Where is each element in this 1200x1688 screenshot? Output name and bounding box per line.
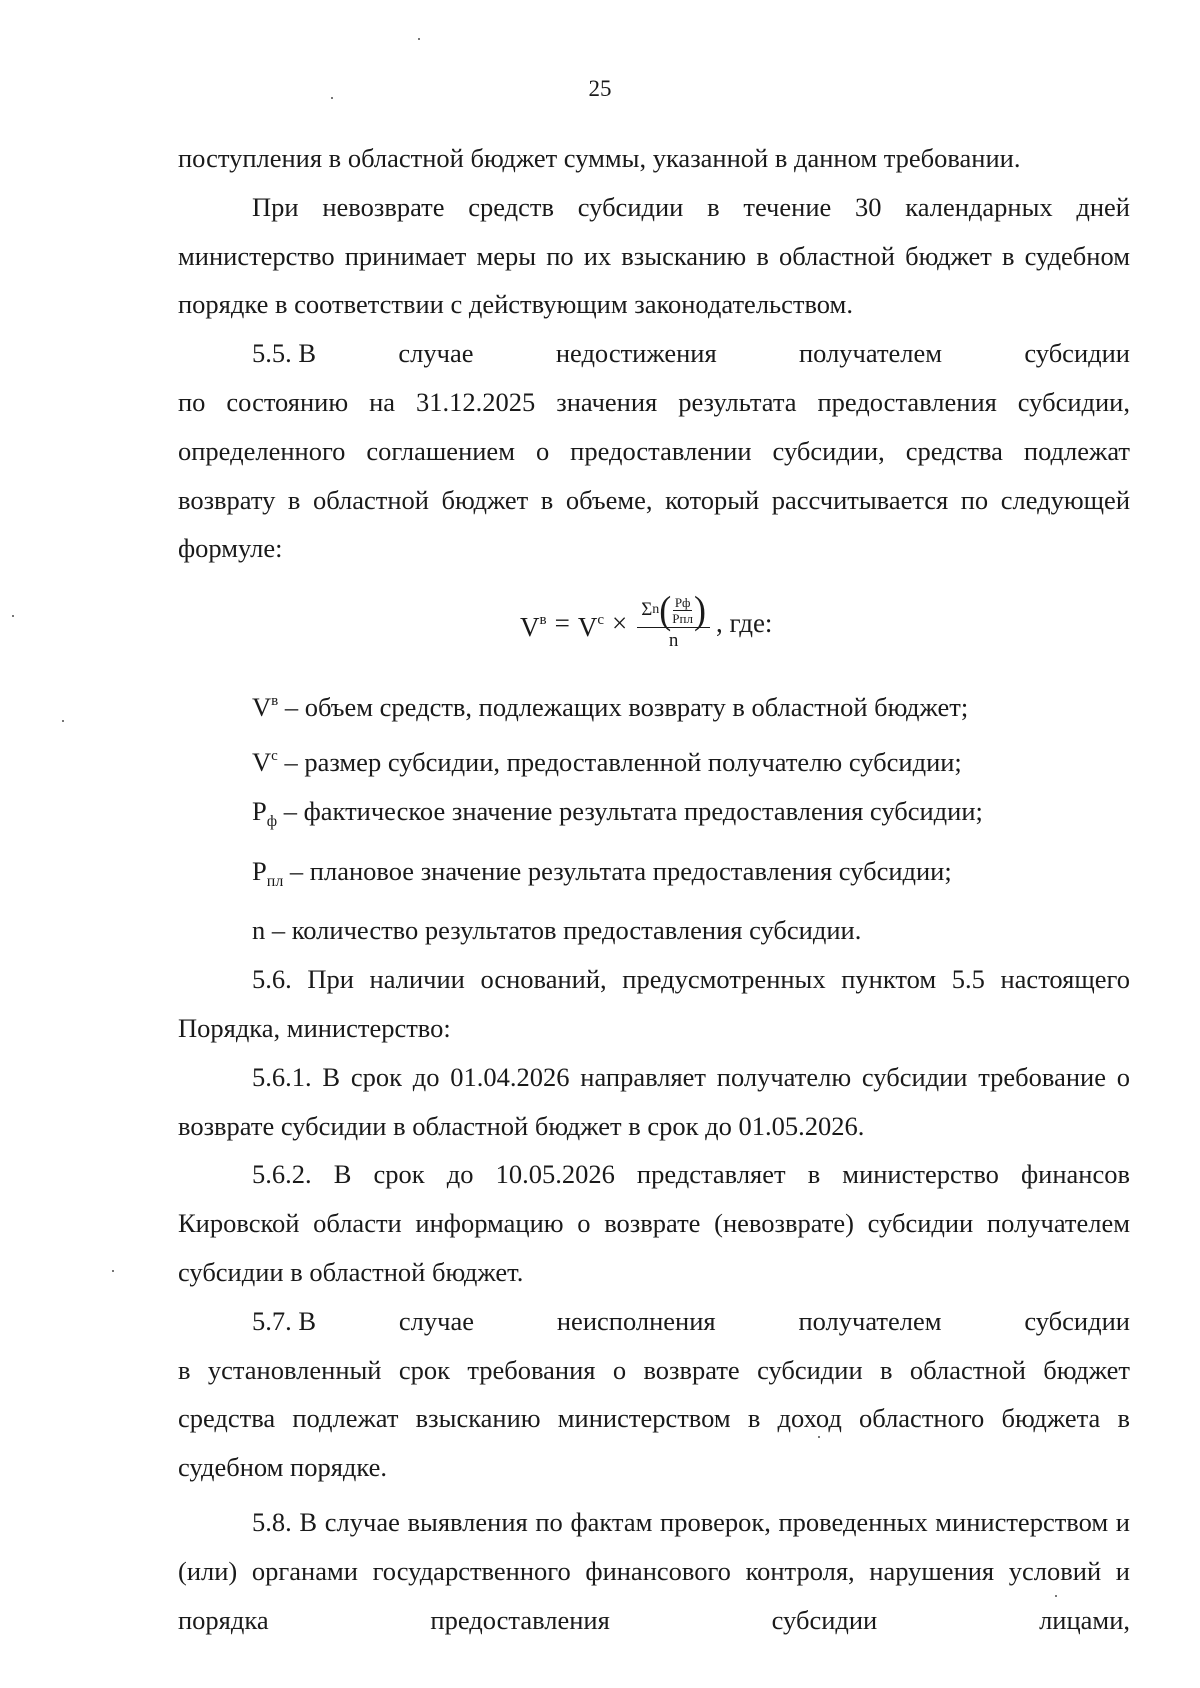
scan-speck: [12, 615, 14, 617]
formula: [520, 588, 773, 652]
formula-equals: =: [554, 608, 570, 639]
paragraph-5-6-1: 5.6.1. В срок до 01.04.2026 направляет получателю субсидии требование о возврате субсидии в областной бюджет в срок до 01.05.2026.: [178, 1061, 1130, 1141]
formula-numerator: Σ n ( $\frac{Pф}{\text{Pпл}}$ ): [637, 595, 710, 628]
p57-word: получателем: [798, 1305, 942, 1336]
p55-word: случае: [398, 338, 474, 369]
definition-item: $V^с$ – размер субсидии, предоставленной получателю субсидии;: [252, 746, 962, 777]
formula-denominator: n: [668, 630, 679, 652]
formula-fraction: [637, 588, 710, 652]
definition-item: $P_{пл}$ – плановое значение результата предоставления субсидии;: [252, 855, 952, 890]
paragraph-5-8: 5.8. В случае выявления по фактам проверок, проведенных министерством и (или) органами государственного финансового контроля, нарушения условий и порядка предоставления субсидии лицами,: [178, 1506, 1130, 1635]
scan-speck: [818, 1436, 820, 1438]
p57-word: 5.7. В: [252, 1305, 317, 1336]
p55-word: недостижения: [555, 338, 717, 369]
formula-lhs: $V^в$: [520, 611, 547, 642]
ratio-denominator: Pпл: [672, 610, 693, 626]
scan-speck: [331, 97, 333, 99]
p57-word: субсидии: [1024, 1305, 1130, 1336]
p57-word: неисполнения: [556, 1305, 716, 1336]
paragraph-5-5-first-line: [178, 329, 1130, 378]
paragraph-5-6-2: 5.6.2. В срок до 10.05.2026 представляет в министерство финансов Кировской области информацию о возврате (невозврате) субсидии получателем субсидии в областной бюджет.: [178, 1159, 1130, 1287]
paragraph-5-7-body: в установленный срок требования о возврате субсидии в областной бюджет средства подлежат взысканию министерством в доход областного бюджета в судебном порядке.: [178, 1354, 1130, 1483]
scan-speck: [112, 1270, 114, 1272]
page-number: 25: [588, 76, 612, 101]
paragraph-5-6: 5.6. При наличии оснований, предусмотренных пунктом 5.5 настоящего Порядка, министерство:: [178, 964, 1130, 1043]
p55-word: получателем: [798, 338, 943, 369]
paragraph-5-7: [178, 1297, 1130, 1492]
definition-item: $V^в$ – объем средств, подлежащих возврату в областной бюджет;: [252, 692, 969, 723]
ratio-numerator: Pф: [674, 594, 691, 610]
paragraph-intro: поступления в областной бюджет суммы, указанной в данном требовании.: [178, 143, 1021, 173]
scan-speck: [62, 720, 64, 722]
formula-block: [178, 581, 1130, 677]
p55-word: 5.5. В: [252, 338, 317, 369]
sum-subscript: n: [652, 602, 660, 618]
definitions-list: [178, 677, 1130, 955]
scan-speck: [1055, 1595, 1057, 1597]
sum-symbol: Σ: [641, 599, 653, 621]
paragraph-nonreturn: При невозврате средств субсидии в течение 30 календарных дней министерство принимает меры по их взысканию в областной бюджет в судебном порядке в соответствии с действующим законодательством.: [178, 191, 1130, 320]
definition-item: $P_ф$ – фактическое значение результата предоставления субсидии;: [252, 795, 983, 830]
formula-rhs-symbol: $V^с$: [577, 611, 604, 642]
formula-tail: , где:: [715, 608, 773, 639]
document-body: [178, 134, 1130, 1644]
formula-times: ×: [612, 608, 628, 639]
ratio-fraction: [672, 596, 693, 625]
paragraph-5-5: [178, 329, 1130, 573]
definition-item: n – количество результатов предоставления субсидии.: [252, 915, 862, 946]
paragraph-5-7-first-line: [178, 1297, 1130, 1346]
paragraph-5-5-body: по состоянию на 31.12.2025 значения результата предоставления субсидии, определенного соглашением о предоставлении субсидии, средства подлежат возврату в областной бюджет в объеме, который рассчитывается по следующей формуле:: [178, 386, 1130, 564]
p55-word: субсидии: [1024, 338, 1130, 369]
scan-speck: [418, 38, 420, 40]
p57-word: случае: [398, 1305, 475, 1336]
